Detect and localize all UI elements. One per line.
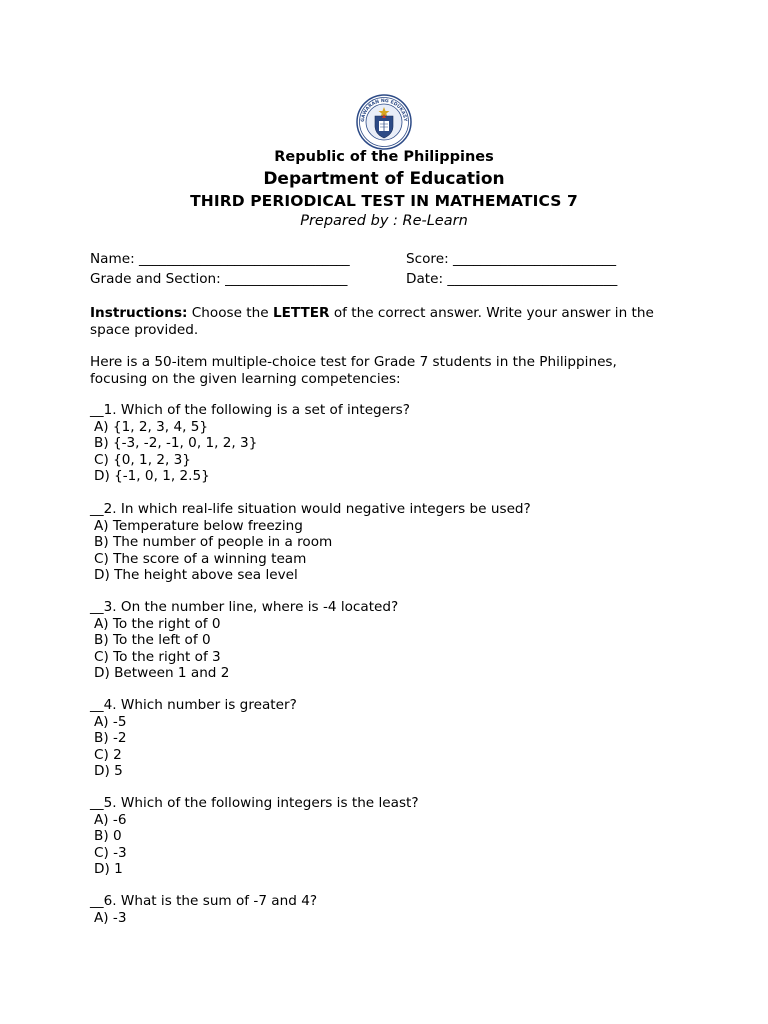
option: A) -5 xyxy=(94,713,127,730)
question-text: __5. Which of the following integers is the least? xyxy=(90,795,419,811)
question-5 xyxy=(90,795,419,878)
name-field[interactable]: Name: _______________________________ xyxy=(90,251,350,267)
test-title: THIRD PERIODICAL TEST IN MATHEMATICS 7 xyxy=(190,192,578,210)
question-text: __4. Which number is greater? xyxy=(90,697,297,713)
intro-paragraph: Here is a 50-item multiple-choice test for Grade 7 students in the Philippines, focusing on the given learning competencies: xyxy=(90,354,617,387)
question-4 xyxy=(90,697,297,780)
option: B) -2 xyxy=(94,730,127,747)
instructions xyxy=(90,305,690,338)
option: D) Between 1 and 2 xyxy=(94,665,230,682)
option: C) {0, 1, 2, 3} xyxy=(94,451,191,468)
question-1 xyxy=(90,402,410,485)
instructions-text-2: of the correct answer. Write your answer in the space provided. xyxy=(90,305,654,338)
option: B) {-3, -2, -1, 0, 1, 2, 3} xyxy=(94,435,258,452)
option: C) 2 xyxy=(94,746,122,763)
option: A) {1, 2, 3, 4, 5} xyxy=(94,418,209,435)
grade-section-field[interactable]: Grade and Section: __________________ xyxy=(90,271,348,287)
option: A) Temperature below freezing xyxy=(94,517,303,534)
option: A) To the right of 0 xyxy=(94,615,221,632)
option: D) 5 xyxy=(94,763,123,780)
date-field[interactable]: Date: _________________________ xyxy=(406,271,618,287)
score-field[interactable]: Score: ________________________ xyxy=(406,251,617,267)
deped-seal-logo xyxy=(356,94,412,150)
option: B) 0 xyxy=(94,828,122,845)
instructions-emphasis: LETTER xyxy=(272,305,330,321)
question-2 xyxy=(90,501,531,584)
option: D) The height above sea level xyxy=(94,567,298,584)
option: D) {-1, 0, 1, 2.5} xyxy=(94,468,210,485)
option: B) To the left of 0 xyxy=(94,632,211,649)
question-text: __3. On the number line, where is -4 located? xyxy=(90,599,399,615)
option: A) -3 xyxy=(94,909,127,926)
instructions-label: Instructions: xyxy=(90,305,188,321)
instructions-text-1: Choose the xyxy=(187,305,273,321)
republic-heading: Republic of the Philippines xyxy=(274,149,494,165)
option: A) -6 xyxy=(94,811,127,828)
option: C) The score of a winning team xyxy=(94,550,307,567)
question-text: __6. What is the sum of -7 and 4? xyxy=(90,893,318,909)
question-3 xyxy=(90,599,398,682)
department-heading: Department of Education xyxy=(263,169,505,189)
prepared-by: Prepared by : Re-Learn xyxy=(300,213,468,229)
option: C) -3 xyxy=(94,844,127,861)
option: C) To the right of 3 xyxy=(94,648,221,665)
question-text: __2. In which real-life situation would negative integers be used? xyxy=(90,501,531,517)
question-6 xyxy=(90,893,317,926)
option: D) 1 xyxy=(94,861,123,878)
option: B) The number of people in a room xyxy=(94,534,333,551)
question-text: __1. Which of the following is a set of integers? xyxy=(90,402,410,418)
svg-text:KAGAWARAN NG EDUKASYON: GAWARAN NG EDUKASY xyxy=(360,98,408,123)
